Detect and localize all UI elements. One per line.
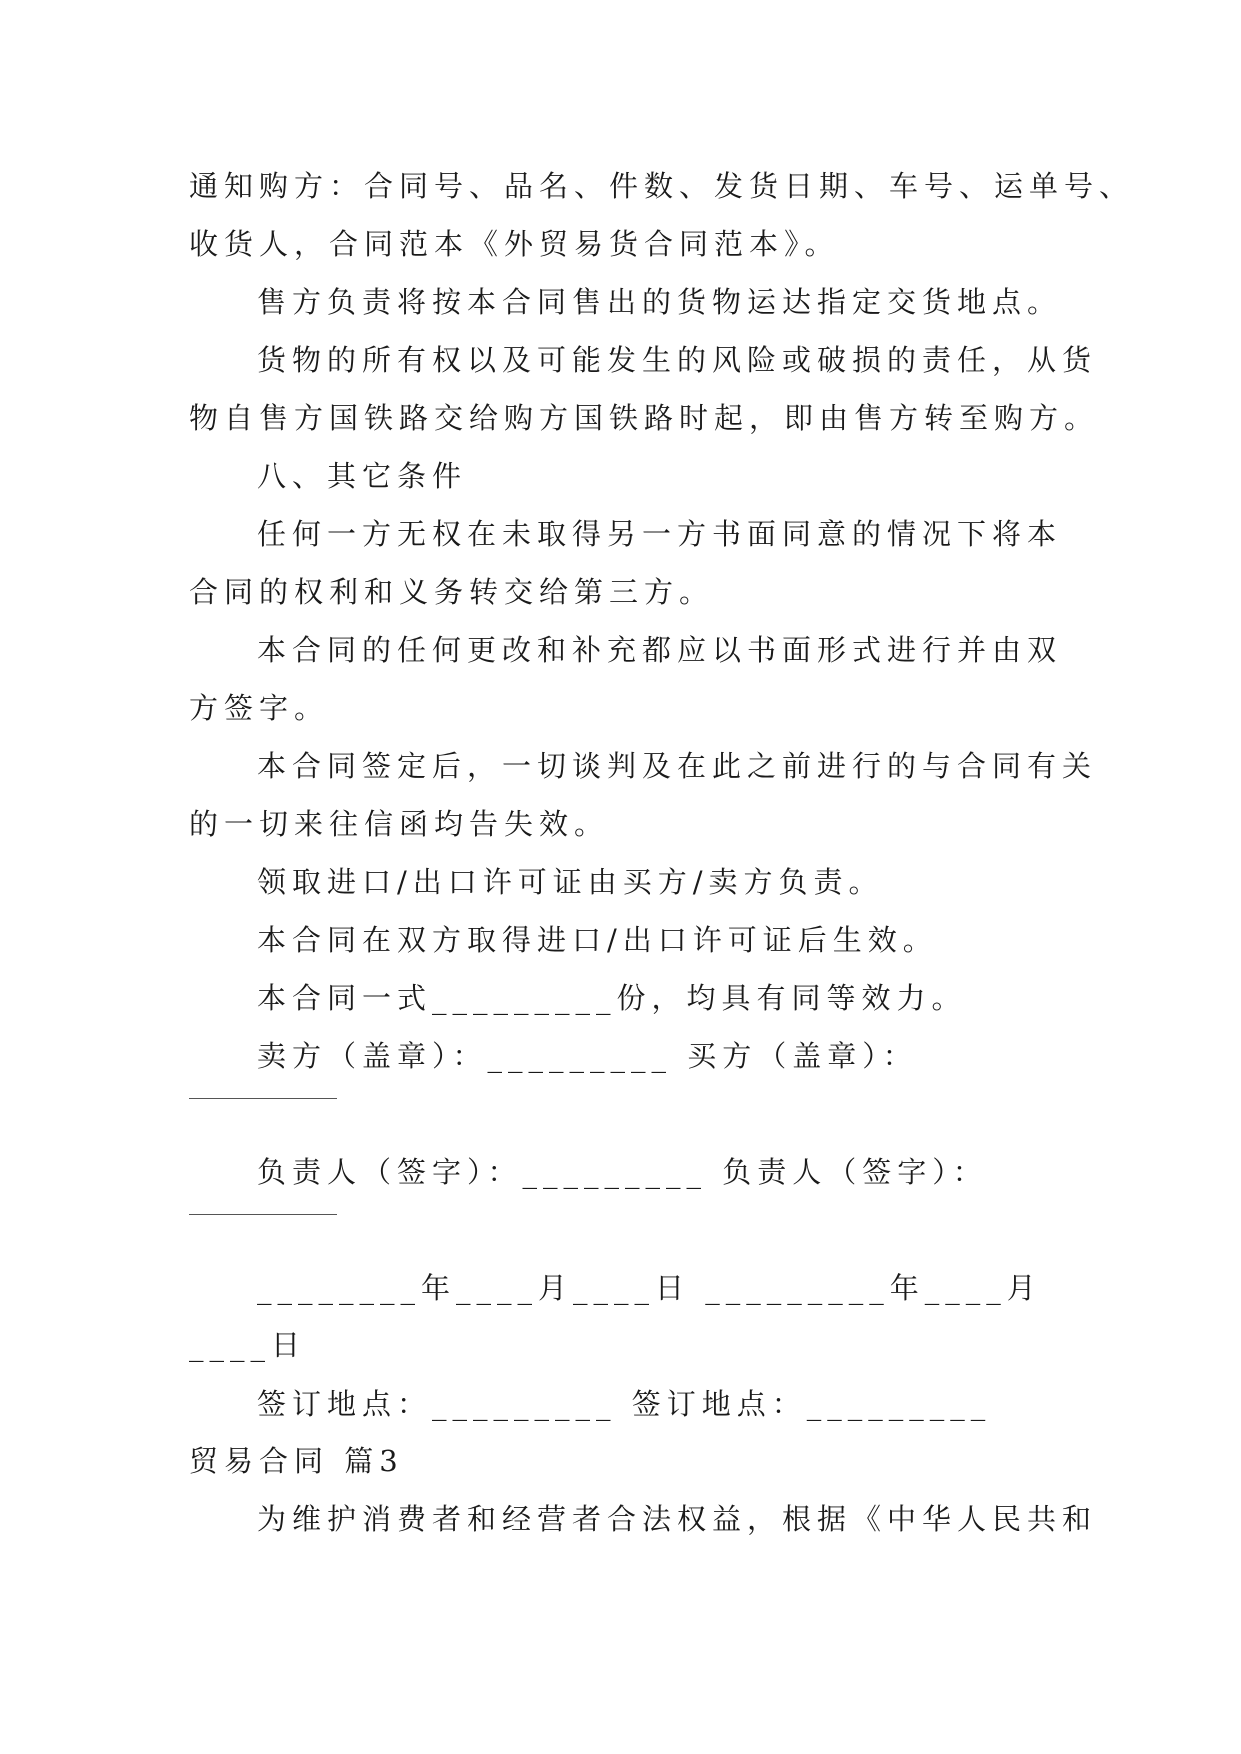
text-line: 为维护消费者和经营者合法权益，根据《中华人民共和 — [257, 1502, 1098, 1536]
section-title: 贸易合同 篇3 — [189, 1444, 404, 1478]
text-line: 售方负责将按本合同售出的货物运达指定交货地点。 — [257, 285, 1063, 319]
signature-blank — [189, 1214, 337, 1215]
text-line: 本合同一式_________份，均具有同等效力。 — [257, 981, 967, 1015]
text-line: 本合同的任何更改和补充都应以书面形式进行并由双 — [257, 633, 1063, 667]
text-line: 通知购方：合同号、品名、件数、发货日期、车号、运单号、 — [189, 169, 1135, 203]
text-line: 本合同在双方取得进口/出口许可证后生效。 — [257, 923, 938, 957]
text-line: 货物的所有权以及可能发生的风险或破损的责任，从货 — [257, 343, 1098, 377]
signature-blank — [189, 1098, 337, 1099]
seller-buyer-seal-line: 卖方（盖章）：_________ 买方（盖章）： — [257, 1039, 918, 1073]
responsible-person-line: 负责人（签字）：_________ 负责人（签字）： — [257, 1155, 988, 1189]
text-line: 方签字。 — [189, 691, 330, 725]
text-line: 的一切来往信函均告失效。 — [189, 807, 610, 841]
date-line-continued: ____日 — [189, 1328, 307, 1362]
text-line: 收货人，合同范本《外贸易货合同范本》。 — [189, 227, 840, 261]
date-line: ________年____月____日 _________年____月 — [257, 1271, 1042, 1305]
text-line: 合同的权利和义务转交给第三方。 — [189, 575, 715, 609]
signing-place-line: 签订地点：_________ 签订地点：_________ — [257, 1387, 992, 1421]
text-line: 任何一方无权在未取得另一方书面同意的情况下将本 — [257, 517, 1063, 551]
text-line: 本合同签定后，一切谈判及在此之前进行的与合同有关 — [257, 749, 1098, 783]
section-heading: 八、其它条件 — [257, 459, 468, 493]
text-line: 物自售方国铁路交给购方国铁路时起，即由售方转至购方。 — [189, 401, 1100, 435]
text-line: 领取进口/出口许可证由买方/卖方负责。 — [257, 865, 884, 899]
